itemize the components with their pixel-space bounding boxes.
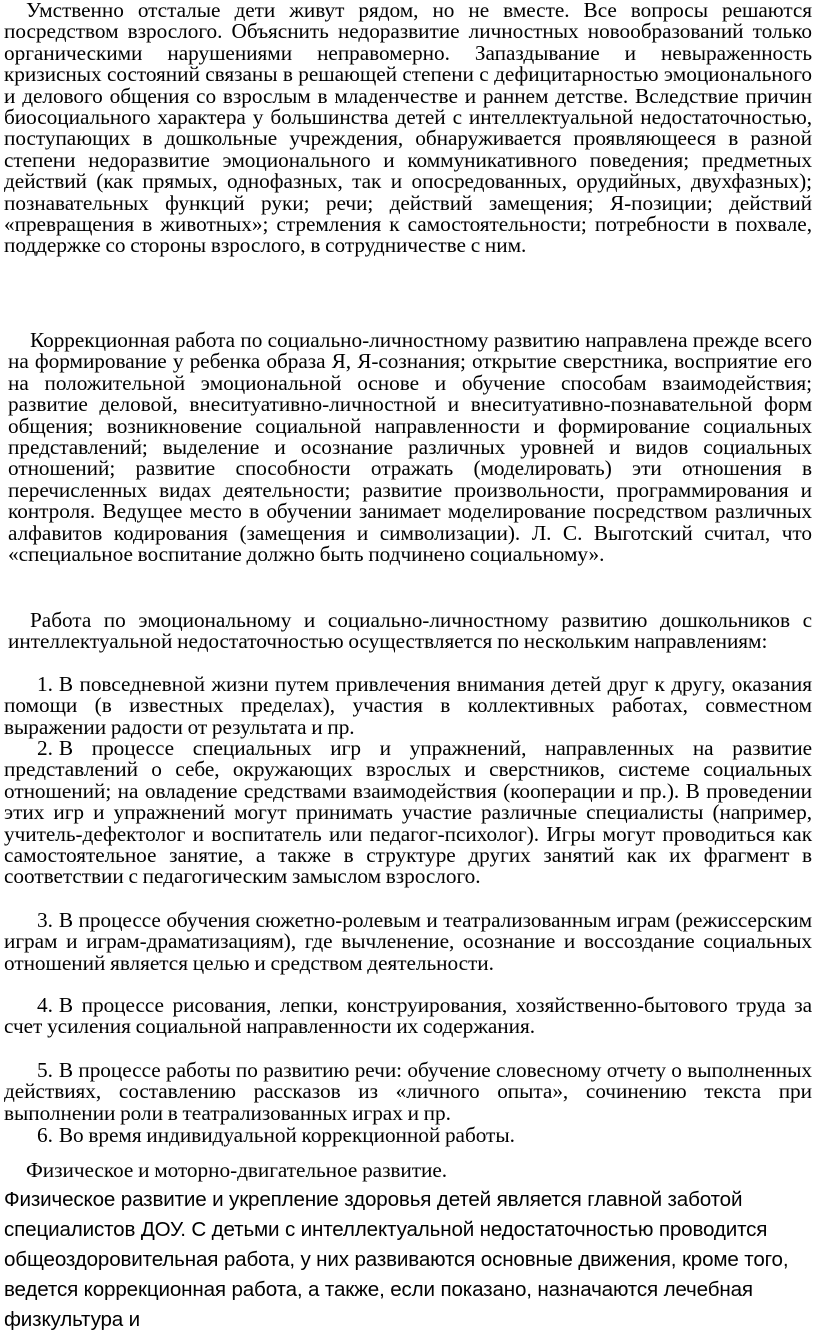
list-item-text: Во время индивидуальной коррекционной работы. [58, 1123, 515, 1147]
list-item-text: В повседневной жизни путем привлечения внимания детей друг к другу, оказания помощи (в известных пределах), участия в коллективных работах, совместном выражении радости от результата и пр. [4, 672, 812, 739]
list-item-text: В процессе специальных игр и упражнений, направленных на развитие представлений о себе, окружающих взрослых и сверстников, системе социальных отношений; на овладение средствами взаимодействия (кооперации и пр.). В проведении этих игр и упражнений могут принимать участие различные специалисты (например, учитель-дефектолог и воспитатель или педагог-психолог). Игры могут проводиться как самостоятельное занятие, а также в структуре других занятий как их фрагмент в соответствии с педагогическим замыслом взрослого. [4, 736, 812, 889]
list-item-6 [4, 1125, 812, 1146]
section-heading: Физическое и моторно-двигательное развитие. [26, 1158, 448, 1182]
list-item-number: 1. [37, 672, 53, 696]
list-item-number: 6. [37, 1123, 53, 1147]
list-item-2 [4, 738, 812, 888]
list-item-text: В процессе рисования, лепки, конструирования, хозяйственно-бытового труда за счет усиления социальной направленности их содержания. [4, 993, 812, 1039]
list-item-1 [4, 674, 812, 738]
list-item-text: В процессе работы по развитию речи: обучение словесному отчету о выполненных действиях, составлению рассказов из «личного опыта», сочинению текста при выполнении роли в театрализованных играх и пр. [4, 1058, 812, 1125]
paragraph-correction: Коррекционная работа по социально-личностному развитию направлена прежде всего на формирование у ребенка образа Я, Я-сознания; открытие сверстника, восприятие его на положительной эмоциональной основе и обучение способам взаимодействия; развитие деловой, внеситуативно-личностной и внеситуативно-познавательной форм общения; возникновение социальной направленности и формирование социальных представлений; выделение и осознание различных уровней и видов социальных отношений; развитие способности отражать (моделировать) эти отношения в перечисленных видах деятельности; развитие произвольности, программирования и контроля. Ведущее место в обучении занимает моделирование посредством различных алфавитов кодирования (замещения и символизации). Л. С. Выготский считал, что «специальное воспитание должно быть подчинено социальному». [8, 328, 812, 567]
list-item-number: 4. [37, 993, 53, 1017]
list-item-number: 3. [37, 908, 53, 932]
list-item-text: В процессе обучения сюжетно-ролевым и театрализованным играм (режиссерским играм и играм-драматизациям), где вычленение, осознание и воссоздание социальных отношений является целью и средством деятельности. [4, 908, 812, 975]
list-item-3 [4, 910, 812, 974]
list-item-number: 2. [37, 736, 53, 760]
list-item-5 [4, 1060, 812, 1124]
paragraph-directions: Работа по эмоциональному и социально-личностному развитию дошкольников с интеллектуальной недостаточностью осуществляется по нескольким направлениям: [8, 608, 812, 654]
list-item-number: 5. [37, 1058, 53, 1082]
paragraph-physical: Физическое развитие и укрепление здоровья детей является главной заботой специалистов ДОУ. С детьми с интеллектуальной недостаточностью проводится общеоздоровительная работа, у них развиваются основные движения, кроме того, ведется коррекционная работа, а также, если показано, назначаются лечебная физкультура и [4, 1188, 789, 1331]
paragraph-intro: Умственно отсталые дети живут рядом, но не вместе. Все вопросы решаются посредством взрослого. Объяснить недоразвитие личностных новообразований только органическими нарушениями неправомерно. Запаздывание и невыраженность кризисных состояний связаны в решающей степени с дефицитарностью эмоционального и делового общения со взрослым в младенчестве и раннем детстве. Вследствие причин биосоциального характера у большинства детей с интеллектуальной недостаточностью, поступающих в дошкольные учреждения, обнаруживается проявляющееся в разной степени недоразвитие эмоционального и коммуникативного поведения; предметных действий (как прямых, однофазных, так и опосредованных, орудийных, двухфазных); познавательных функций руки; речи; действий замещения; Я-позиции; действий «превращения в животных»; стремления к самостоятельности; потребности в похвале, поддержке со стороны взрослого, в сотрудничестве с ним. [4, 0, 812, 258]
list-item-4 [4, 995, 812, 1038]
